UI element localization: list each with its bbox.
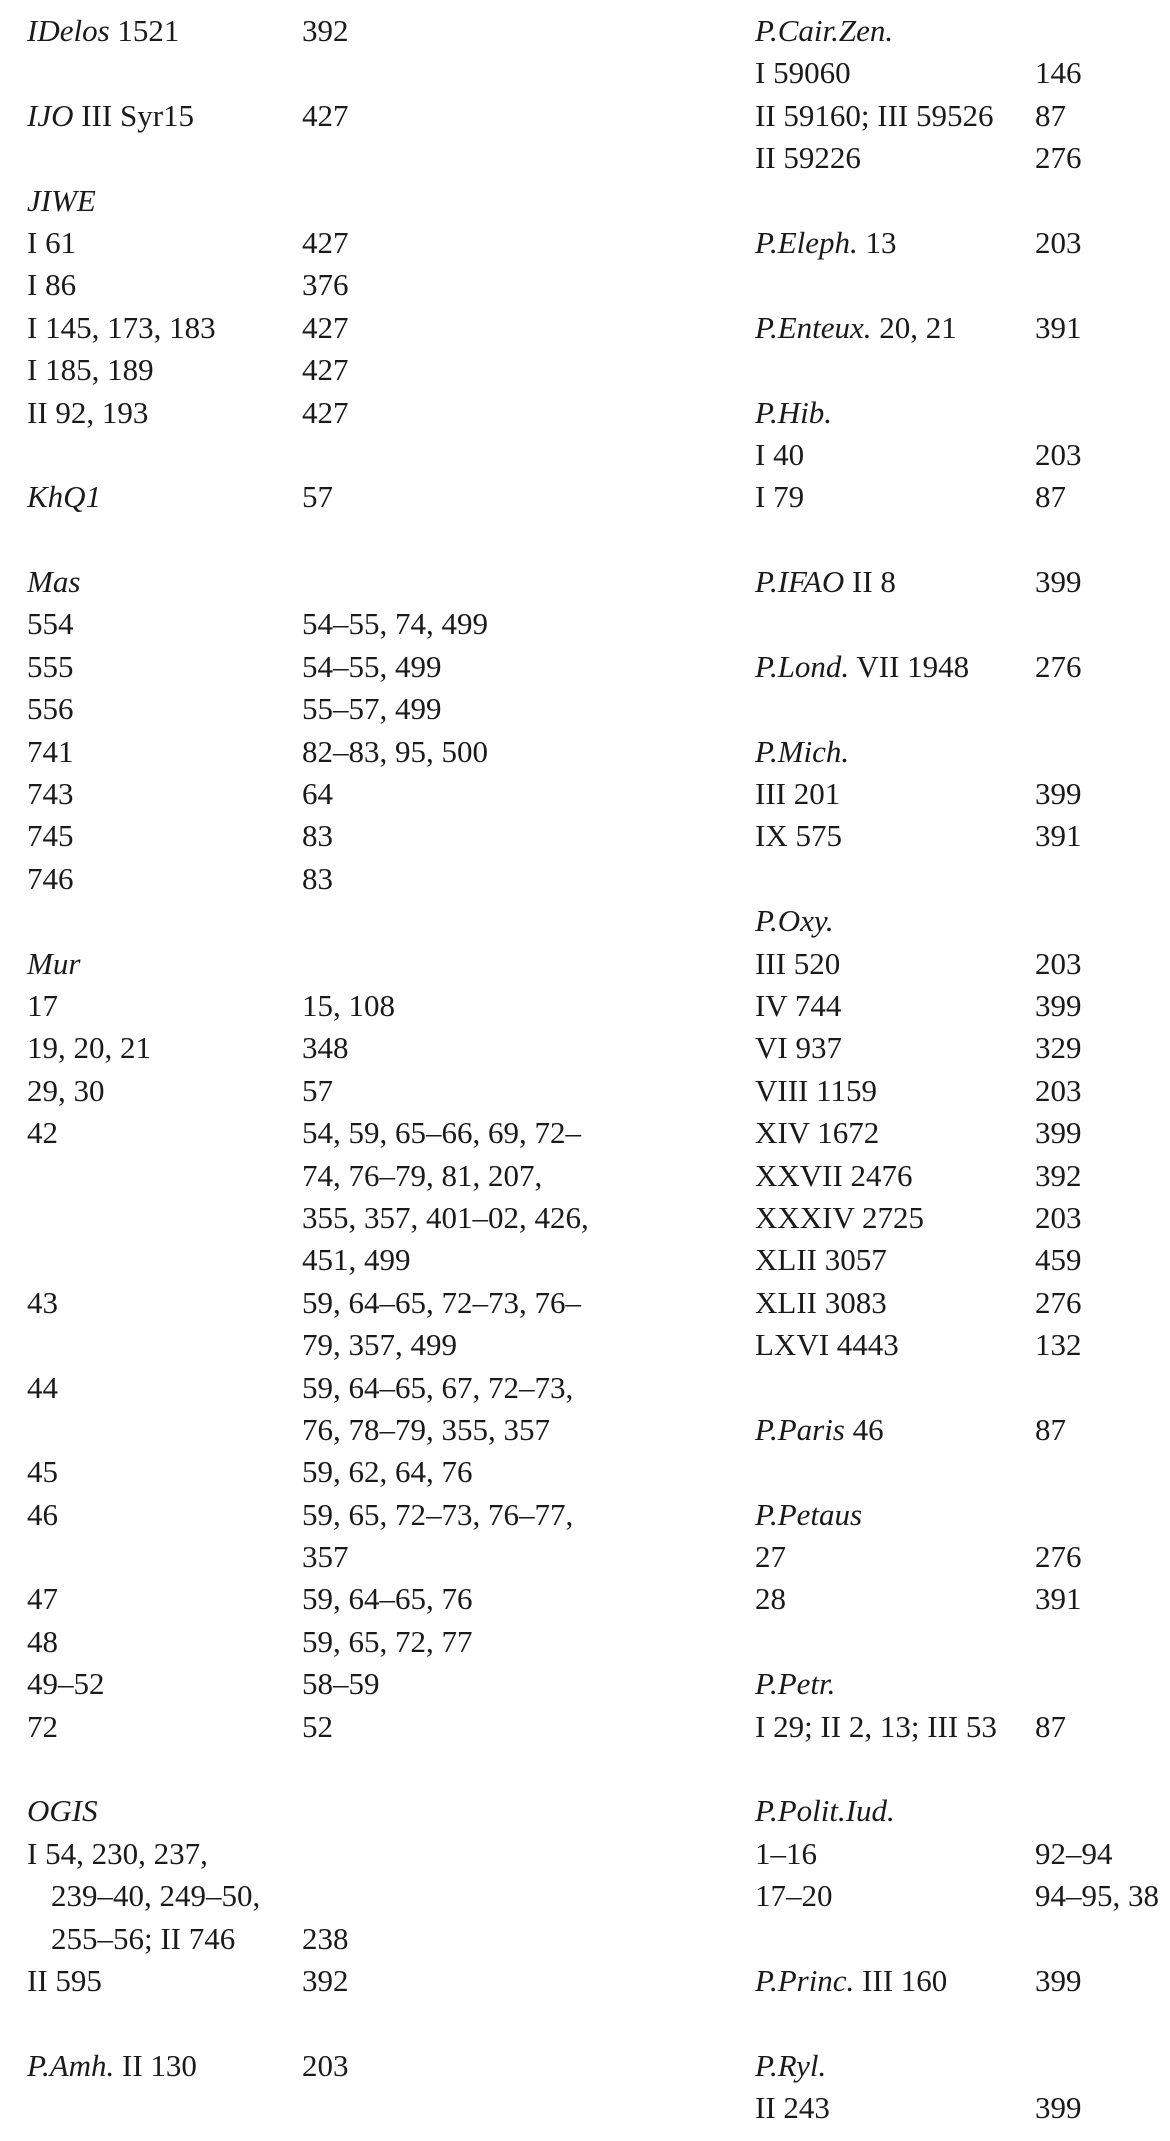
source-number: VII 1948 — [849, 648, 970, 684]
page-numbers: 52 — [302, 1708, 333, 1744]
source-reference — [27, 603, 74, 645]
source-abbreviation: P.Cair.Zen. — [755, 13, 894, 48]
source-reference — [27, 858, 74, 900]
source-reference — [755, 815, 842, 857]
source-reference — [755, 1282, 887, 1324]
source-number: 17–20 — [755, 1878, 833, 1914]
source-reference — [27, 1663, 105, 1705]
page-numbers: 132 — [1035, 1327, 1082, 1363]
source-reference — [27, 1790, 98, 1832]
source-abbreviation: P.Petaus — [755, 1496, 863, 1532]
source-abbreviation: KhQ1 — [27, 479, 102, 515]
source-number: 556 — [27, 691, 74, 727]
source-number: I 145, 173, 183 — [27, 309, 216, 345]
source-number: I 54, 230, 237, — [27, 1835, 208, 1871]
source-number: III 201 — [755, 776, 841, 812]
page-numbers: 391 — [1035, 818, 1082, 854]
source-reference — [27, 180, 96, 222]
source-reference — [755, 392, 832, 434]
page-numbers: 87 — [1035, 1411, 1066, 1447]
source-reference — [755, 434, 804, 476]
source-reference — [27, 1833, 208, 1875]
page-numbers: 59, 65, 72, 77 — [302, 1623, 473, 1659]
source-reference — [755, 1070, 877, 1112]
source-reference — [755, 52, 851, 94]
source-reference — [27, 264, 76, 306]
page-numbers: 399 — [1035, 987, 1082, 1023]
source-number: II 59226 — [755, 140, 861, 176]
page-numbers: 54, 59, 65–66, 69, 72– — [302, 1115, 581, 1151]
page-numbers: 203 — [1035, 224, 1082, 260]
source-number: 28 — [755, 1581, 786, 1617]
source-reference — [27, 1578, 58, 1620]
page-numbers: 59, 64–65, 72–73, 76– — [302, 1284, 581, 1320]
page-numbers: 427 — [302, 97, 349, 133]
source-reference — [27, 1494, 58, 1536]
source-reference — [27, 1960, 102, 2002]
source-reference — [27, 688, 74, 730]
source-reference — [27, 943, 80, 985]
source-number: III Syr15 — [73, 97, 195, 133]
source-number: 239–40, 249–50, — [51, 1878, 261, 1914]
source-number: XIV 1672 — [755, 1115, 880, 1151]
page-numbers: 59, 64–65, 76 — [302, 1581, 473, 1617]
source-number: IX 575 — [755, 818, 842, 854]
source-reference — [27, 1451, 58, 1493]
page-numbers: 427 — [302, 394, 349, 430]
page-numbers: 348 — [302, 1030, 349, 1066]
source-number: III 520 — [755, 945, 841, 981]
page-numbers: 376 — [302, 267, 349, 303]
source-number: II 243 — [755, 2090, 830, 2126]
page-numbers: 203 — [302, 2047, 349, 2083]
source-number: 48 — [27, 1623, 58, 1659]
page-numbers: 79, 357, 499 — [302, 1327, 457, 1363]
source-abbreviation: P.Ryl. — [755, 2047, 827, 2083]
source-reference — [755, 222, 897, 264]
source-number: 554 — [27, 606, 74, 642]
source-reference — [755, 773, 840, 815]
source-reference — [755, 95, 993, 137]
source-number: XLII 3083 — [755, 1284, 887, 1320]
page-numbers: 399 — [1035, 2090, 1082, 2126]
source-number: 27 — [755, 1539, 786, 1575]
source-number: I 40 — [755, 436, 805, 472]
page-numbers: 399 — [1035, 1115, 1082, 1151]
source-abbreviation: IDelos — [27, 13, 110, 48]
page-numbers: 427 — [302, 352, 349, 388]
page-numbers: 87 — [1035, 97, 1066, 133]
source-number: 29, 30 — [27, 1072, 105, 1108]
source-number: 1521 — [109, 13, 180, 48]
source-reference — [755, 2045, 826, 2087]
page-numbers: 87 — [1035, 1708, 1066, 1744]
source-abbreviation: Mas — [27, 564, 81, 600]
page-numbers: 355, 357, 401–02, 426, — [302, 1199, 589, 1235]
page-numbers: 459 — [1035, 1242, 1082, 1278]
page-numbers: 59, 64–65, 67, 72–73, — [302, 1369, 574, 1405]
source-number: III 160 — [854, 1962, 948, 1998]
source-abbreviation: P.Eleph. — [755, 224, 858, 260]
source-number: II 92, 193 — [27, 394, 149, 430]
source-reference — [755, 1112, 879, 1154]
source-number: VI 937 — [755, 1030, 842, 1066]
source-number: II 595 — [27, 1962, 102, 1998]
page-numbers: 391 — [1035, 1581, 1082, 1617]
source-reference — [755, 2087, 830, 2129]
source-reference — [755, 1536, 786, 1578]
source-number: 43 — [27, 1284, 58, 1320]
source-number: II 59160; III 59526 — [755, 97, 994, 133]
source-reference — [755, 1494, 862, 1536]
source-abbreviation: P.Amh. — [27, 2047, 115, 2083]
source-abbreviation: P.Lond. — [755, 648, 850, 684]
page-numbers: 54–55, 74, 499 — [302, 606, 488, 642]
page-numbers: 399 — [1035, 1962, 1082, 1998]
source-number: 46 — [844, 1411, 884, 1447]
source-number: 746 — [27, 860, 74, 896]
page-numbers: 203 — [1035, 1199, 1082, 1235]
source-reference — [27, 1112, 58, 1154]
page-numbers: 392 — [1035, 1157, 1082, 1193]
source-reference — [27, 646, 74, 688]
source-reference — [27, 392, 148, 434]
source-reference — [755, 985, 841, 1027]
source-reference — [755, 1324, 899, 1366]
source-reference — [27, 815, 74, 857]
source-reference — [51, 1918, 235, 1960]
source-number: I 86 — [27, 267, 77, 303]
page-numbers: 83 — [302, 818, 333, 854]
source-reference — [27, 1027, 151, 1069]
source-reference — [27, 2045, 197, 2087]
page-numbers: 82–83, 95, 500 — [302, 733, 488, 769]
source-reference — [51, 1875, 260, 1917]
source-number: 42 — [27, 1115, 58, 1151]
page-numbers: 83 — [302, 860, 333, 896]
source-number: 72 — [27, 1708, 58, 1744]
page-numbers: 76, 78–79, 355, 357 — [302, 1411, 550, 1447]
source-reference — [755, 1663, 835, 1705]
source-reference — [755, 476, 804, 518]
page-numbers: 58–59 — [302, 1666, 380, 1702]
source-number: I 61 — [27, 224, 77, 260]
source-abbreviation: P.Petr. — [755, 1666, 836, 1702]
source-reference — [27, 222, 76, 264]
source-number: LXVI 4443 — [755, 1327, 899, 1363]
source-reference — [27, 1070, 105, 1112]
source-number: I 59060 — [755, 55, 851, 91]
source-number: I 185, 189 — [27, 352, 154, 388]
page-numbers: 276 — [1035, 1284, 1082, 1320]
source-abbreviation: P.Enteux. — [755, 309, 872, 345]
source-abbreviation: P.Mich. — [755, 733, 850, 769]
source-number: 49–52 — [27, 1666, 105, 1702]
source-number: 555 — [27, 648, 74, 684]
page-numbers: 451, 499 — [302, 1242, 411, 1278]
source-reference — [755, 137, 861, 179]
source-reference — [755, 561, 896, 603]
source-number: 20, 21 — [871, 309, 957, 345]
page-numbers: 203 — [1035, 945, 1082, 981]
source-abbreviation: P.IFAO — [755, 564, 845, 600]
source-reference — [27, 476, 101, 518]
source-reference — [755, 10, 893, 52]
source-reference — [755, 646, 969, 688]
source-abbreviation: P.Hib. — [755, 394, 832, 430]
source-reference — [755, 1706, 997, 1748]
source-reference — [27, 95, 194, 137]
page-numbers: 399 — [1035, 776, 1082, 812]
page-numbers: 92–94 — [1035, 1835, 1113, 1871]
page-numbers: 64 — [302, 776, 333, 812]
source-number: II 8 — [844, 564, 896, 600]
source-abbreviation: IJO — [27, 97, 74, 133]
page-numbers: 94–95, 38 — [1035, 1878, 1159, 1914]
source-abbreviation: P.Princ. — [755, 1962, 855, 1998]
source-number: 47 — [27, 1581, 58, 1617]
page-numbers: 427 — [302, 224, 349, 260]
source-number: XXXIV 2725 — [755, 1199, 925, 1235]
source-abbreviation: P.Oxy. — [755, 903, 834, 939]
source-reference — [27, 349, 154, 391]
source-number: 44 — [27, 1369, 58, 1405]
page-numbers: 146 — [1035, 55, 1082, 91]
page-numbers: 74, 76–79, 81, 207, — [302, 1157, 543, 1193]
source-reference — [755, 1027, 842, 1069]
source-abbreviation: JIWE — [27, 182, 96, 218]
source-reference — [755, 1790, 895, 1832]
source-number: 17 — [27, 987, 58, 1023]
source-reference — [755, 1155, 913, 1197]
source-number: 45 — [27, 1454, 58, 1490]
page-numbers: 203 — [1035, 436, 1082, 472]
source-reference — [755, 1833, 817, 1875]
source-reference — [27, 1282, 58, 1324]
source-reference — [755, 1960, 947, 2002]
source-reference — [27, 561, 80, 603]
source-reference — [27, 307, 216, 349]
source-reference — [27, 1367, 58, 1409]
source-number: 19, 20, 21 — [27, 1030, 151, 1066]
source-number: 46 — [27, 1496, 58, 1532]
page-numbers: 357 — [302, 1539, 349, 1575]
source-number: II 130 — [114, 2047, 197, 2083]
page-numbers: 59, 62, 64, 76 — [302, 1454, 473, 1490]
source-reference — [27, 10, 179, 52]
source-number: 255–56; II 746 — [51, 1920, 236, 1956]
page-numbers: 59, 65, 72–73, 76–77, — [302, 1496, 574, 1532]
page-numbers: 392 — [302, 13, 349, 48]
source-reference — [755, 1578, 786, 1620]
source-number: XXVII 2476 — [755, 1157, 913, 1193]
page-numbers: 87 — [1035, 479, 1066, 515]
source-reference — [27, 1706, 58, 1748]
source-reference — [27, 731, 74, 773]
page-numbers: 57 — [302, 479, 333, 515]
page-numbers: 427 — [302, 309, 349, 345]
page-numbers: 399 — [1035, 564, 1082, 600]
source-number: 741 — [27, 733, 74, 769]
source-reference — [755, 1239, 887, 1281]
page-numbers: 15, 108 — [302, 987, 395, 1023]
source-reference — [27, 1621, 58, 1663]
page-numbers: 276 — [1035, 1539, 1082, 1575]
source-abbreviation: P.Polit.Iud. — [755, 1793, 895, 1829]
source-number: 745 — [27, 818, 74, 854]
page-numbers: 276 — [1035, 648, 1082, 684]
page-numbers: 329 — [1035, 1030, 1082, 1066]
page-numbers: 54–55, 499 — [302, 648, 442, 684]
page-numbers: 57 — [302, 1072, 333, 1108]
source-reference — [755, 1409, 884, 1451]
source-number: XLII 3057 — [755, 1242, 887, 1278]
source-abbreviation: P.Paris — [755, 1411, 845, 1447]
source-reference — [755, 731, 849, 773]
source-number: VIII 1159 — [755, 1072, 877, 1108]
source-abbreviation: Mur — [27, 945, 81, 981]
source-number: I 79 — [755, 479, 805, 515]
source-number: I 29; II 2, 13; III 53 — [755, 1708, 997, 1744]
source-reference — [27, 773, 74, 815]
source-reference — [755, 1875, 833, 1917]
page-numbers: 238 — [302, 1920, 349, 1956]
page-numbers: 391 — [1035, 309, 1082, 345]
source-number: IV 744 — [755, 987, 842, 1023]
page-numbers: 55–57, 499 — [302, 691, 442, 727]
source-reference — [27, 985, 58, 1027]
source-abbreviation: OGIS — [27, 1793, 98, 1829]
source-reference — [755, 943, 840, 985]
source-number: 743 — [27, 776, 74, 812]
source-number: 1–16 — [755, 1835, 817, 1871]
page-numbers: 203 — [1035, 1072, 1082, 1108]
page-numbers: 392 — [302, 1962, 349, 1998]
source-reference — [755, 1197, 924, 1239]
source-reference — [755, 307, 957, 349]
source-reference — [755, 900, 834, 942]
source-number: 13 — [857, 224, 897, 260]
page-numbers: 276 — [1035, 140, 1082, 176]
